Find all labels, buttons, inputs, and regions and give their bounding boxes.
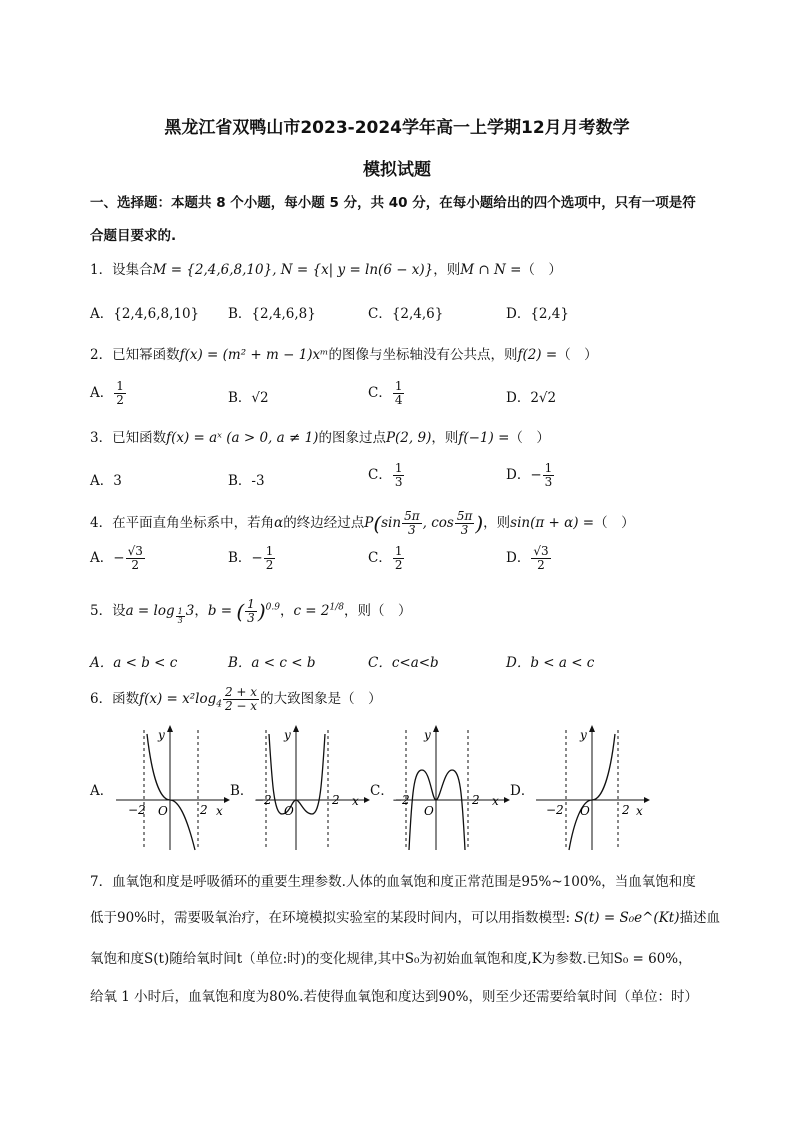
math-expression: f(x) = aˣ (a > 0, a ≠ 1) [166, 430, 319, 446]
math-expression: P(sin $\frac{5\pi}{3}$ , cos $\frac{5\pi}{3}$ ) [364, 509, 484, 537]
option-b: B．-3 [228, 473, 265, 489]
option-a: A．{2,4,6,8,10} [90, 306, 200, 322]
svg-text:O: O [580, 804, 590, 818]
exam-subtitle: 模拟试题 [363, 160, 431, 180]
option-a: A．a < b < c [90, 655, 178, 671]
svg-text:O: O [424, 804, 434, 818]
question-text: 已知函数 [112, 430, 167, 446]
question-number: 5． [90, 603, 113, 619]
question-text: 设集合 [112, 262, 153, 278]
neg-tick: −2 [128, 803, 146, 817]
graph-d [532, 722, 650, 852]
option-d: D． [510, 783, 535, 799]
question-text: 描述血 [679, 910, 720, 926]
option-a: A． $\frac{1}{2}$ [90, 379, 124, 407]
question-number: 6． [90, 691, 113, 707]
option-c: C． $\frac{1}{3}$ [368, 461, 403, 489]
graph-b [252, 722, 370, 852]
svg-text:−2: −2 [546, 803, 564, 817]
option-b: B．− $\frac{1}{2}$ [228, 544, 274, 572]
math-expression: $c = 2^{1/8}$ [293, 602, 344, 619]
option-d: D．b < a < c [506, 655, 595, 671]
question-number: 4． [90, 515, 113, 531]
option-d: D．2√2 [506, 390, 557, 406]
question-text: 的图象过点 [318, 430, 386, 446]
math-expression: f(−1) = [458, 430, 510, 446]
answer-paren: （ ） [521, 262, 562, 278]
question-text: ，则 [431, 430, 459, 446]
answer-paren: （ ） [509, 430, 550, 446]
origin-label: O [158, 804, 168, 818]
question-text: 血氧饱和度是呼吸循环的重要生理参数.人体的血氧饱和度正常范围是95%~100%，当血氧饱和度 [112, 874, 696, 890]
option-a: A．3 [90, 473, 122, 489]
math-expression: b = ( $\frac{1}{3}$ )$^{0.9}$ [207, 597, 280, 625]
question-number: 2． [90, 347, 113, 363]
question-1 [90, 258, 562, 278]
graph-c [392, 722, 510, 852]
svg-text:x: x [352, 794, 359, 808]
graph-a [112, 722, 230, 852]
math-expression: P(2, 9) [385, 430, 432, 446]
question-text: ，则（ ） [343, 603, 412, 619]
graph-options [90, 722, 650, 852]
option-b: B．√2 [228, 390, 269, 406]
option-a: A． [90, 783, 114, 799]
question-text: 低于90%时，需要吸氧治疗，在环境模拟实验室的某段时间内，可以用指数模型: [90, 910, 571, 926]
answer-paren: （ ） [594, 515, 635, 531]
question-text: 函数 [112, 691, 140, 707]
option-c: C． [370, 783, 394, 799]
svg-text:−2: −2 [392, 793, 410, 807]
question-7-line2 [90, 906, 720, 926]
question-text: 在平面直角坐标系中，若角 [112, 515, 275, 531]
svg-text:y: y [284, 728, 291, 742]
question-7-line3: 氧饱和度S(t)随给氧时间t（单位:时)的变化规律,其中S₀为初始血氧饱和度,K为参数.已知S₀ = 60%， [90, 951, 692, 967]
question-text: ，则 [483, 515, 511, 531]
question-text: 设 [112, 603, 126, 619]
option-c: C．{2,4,6} [368, 306, 444, 322]
question-text: 的终边经过点 [283, 515, 365, 531]
x-axis-label: x [216, 804, 223, 818]
option-a: A．− $\frac{√3}{2}$ [90, 544, 143, 572]
svg-text:−2: −2 [254, 793, 272, 807]
question-4 [90, 510, 635, 537]
question-3 [90, 426, 550, 446]
svg-text:y: y [580, 728, 587, 742]
answer-paren: （ ） [557, 347, 598, 363]
math-expression: f(x) = (m² + m − 1)xᵐ [179, 347, 329, 363]
svg-text:2: 2 [472, 793, 480, 807]
math-expression: a = log $_{\frac{1}{3}}$ 3 [125, 603, 195, 625]
option-d: D．{2,4} [506, 306, 569, 322]
option-b: B．{2,4,6,8} [228, 306, 316, 322]
pos-tick: 2 [200, 803, 208, 817]
option-c: C．c<a<b [368, 655, 439, 671]
question-text: ，则 [433, 262, 461, 278]
svg-text:x: x [492, 794, 499, 808]
option-d: D． $\frac{√3}{2}$ [506, 544, 549, 572]
question-number: 7． [90, 874, 113, 890]
question-6 [90, 686, 382, 713]
option-c: C． $\frac{1}{4}$ [368, 379, 403, 407]
question-5: 5．设a = log $_{\frac{1}{3}}$ 3，b = ( $\frac{1}{3}$ )$^{0.9}$，$c = 2^{1/8}$，则（ ） [90, 597, 412, 625]
question-number: 1． [90, 262, 113, 278]
option-c: C． $\frac{1}{2}$ [368, 544, 403, 572]
math-expression: f(2) = [517, 347, 558, 363]
math-expression: M ∩ N = [460, 262, 522, 278]
svg-text:2: 2 [332, 793, 340, 807]
svg-text:x: x [636, 804, 643, 818]
math-expression: S(t) = S₀e^(Kt) [574, 910, 680, 926]
exam-title: 黑龙江省双鸭山市2023-2024学年高一上学期12月月考数学 [164, 118, 630, 138]
question-number: 3． [90, 430, 113, 446]
math-expression: M = {2,4,6,8,10}, N = {x| y = ln(6 − x)} [152, 262, 434, 278]
question-text: 已知幂函数 [112, 347, 180, 363]
y-axis-label: y [158, 728, 165, 742]
question-text: 的大致图象是（ ） [260, 691, 382, 707]
question-7 [90, 870, 696, 890]
section-heading-cont: 合题目要求的. [90, 228, 177, 244]
option-b: B． [230, 783, 254, 799]
math-expression: sin(π + α) = [510, 515, 595, 531]
svg-text:y: y [424, 728, 431, 742]
option-d: D．− $\frac{1}{3}$ [506, 461, 553, 489]
question-text: 的图像与坐标轴没有公共点，则 [328, 347, 518, 363]
math-expression: α [274, 515, 284, 531]
math-expression: $f(x) = x^2\log_4$ $\frac{2 + x}{2 - x}$ [139, 685, 258, 713]
question-2 [90, 343, 598, 363]
option-b: B．a < c < b [228, 655, 316, 671]
svg-text:O: O [284, 804, 294, 818]
svg-text:2: 2 [622, 803, 630, 817]
question-7-line4: 给氧 1 小时后，血氧饱和度为80%.若使得血氧饱和度达到90%，则至少还需要给氧时间（单位：时） [90, 989, 698, 1005]
section-heading: 一、选择题：本题共 8 个小题，每小题 5 分，共 40 分，在每小题给出的四个选项中，只有一项是符 [90, 195, 696, 211]
